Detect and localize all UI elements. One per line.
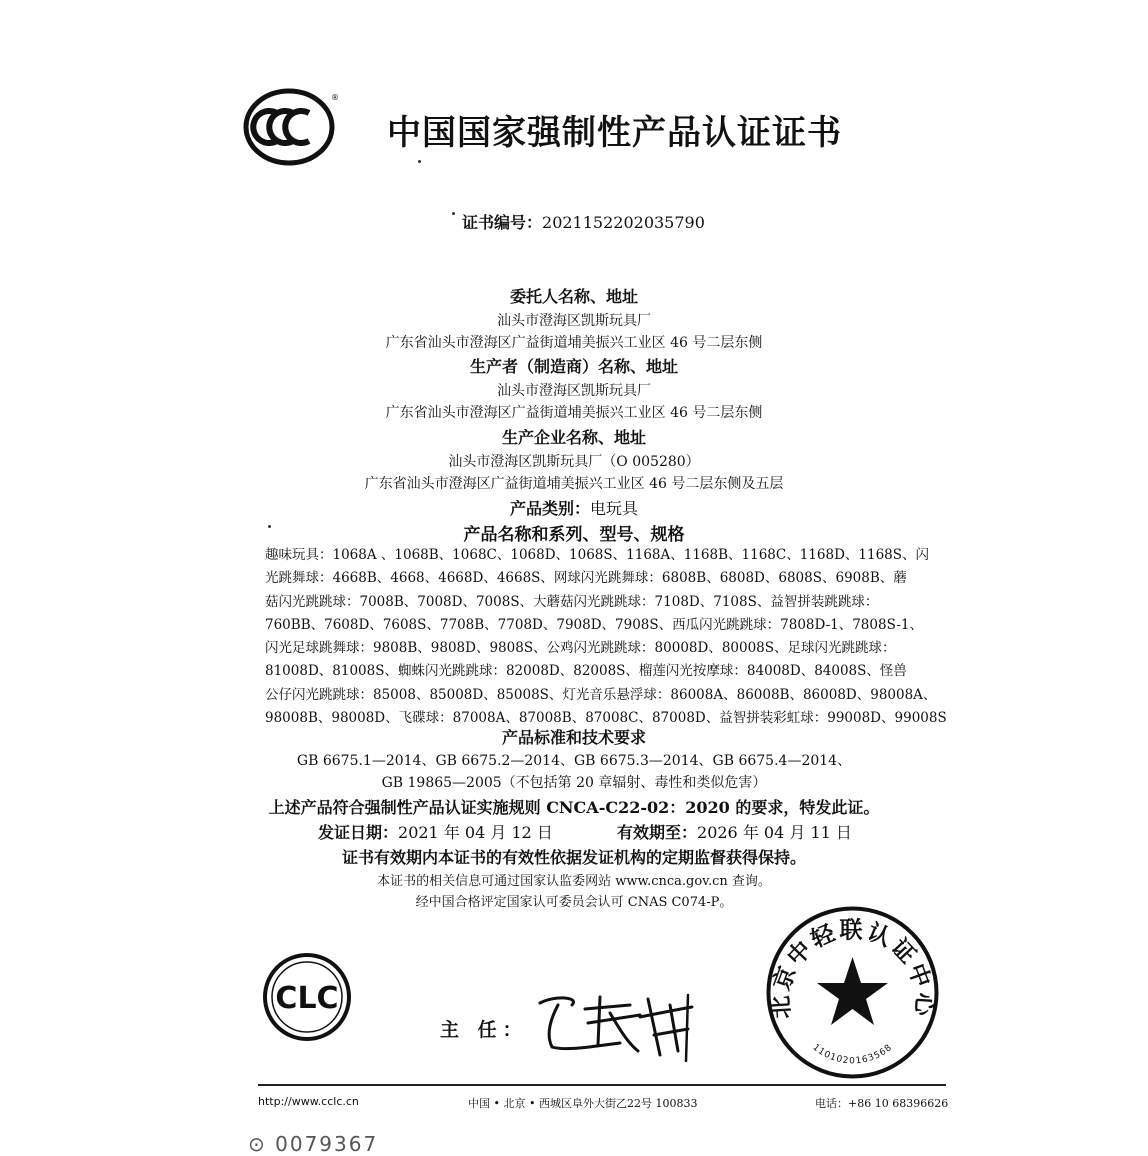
manufacturer-address: 广东省汕头市澄海区广益街道埔美振兴工业区 46 号二层东侧: [385, 405, 763, 421]
manufacturer-heading: 生产者（制造商）名称、地址: [469, 357, 678, 376]
client-heading: 委托人名称、地址: [509, 287, 638, 306]
director-label: 主 任：: [440, 1019, 528, 1041]
product-models-line: 菇闪光跳跳球：7008B、7008D、7008S、大蘑菇闪光跳跳球：7108D、7108S、益智拼装跳跳球：: [265, 593, 879, 610]
product-category-value: 电玩具: [590, 499, 639, 518]
standards-line-1: GB 6675.1—2014、GB 6675.2—2014、GB 6675.3—2014、GB 6675.4—2014、: [296, 753, 852, 769]
ccc-logo: [243, 88, 339, 166]
issue-date: [318, 820, 553, 843]
product-models-list: [265, 544, 947, 730]
standards-line-2: GB 19865—2005（不包括第 20 章辐射、毒性和类似危害）: [381, 775, 767, 791]
expiry-date-value: 2026 年 04 月 11 日: [697, 823, 852, 842]
issue-date-value: 2021 年 04 月 12 日: [398, 823, 553, 842]
factory-name: 汕头市澄海区凯斯玩具厂（O 005280）: [448, 454, 700, 470]
bottom-serial-number: ⊙ 0079367: [248, 1132, 379, 1156]
certificate-number: [462, 210, 705, 233]
product-models-line: 81008D、81008S、蜘蛛闪光跳跳球：82008D、82008S、榴莲闪光按摩球：84008D、84008S、怪兽: [265, 663, 907, 680]
product-models-line: 98008B、98008D、飞碟球：87008A、87008B、87008C、87008D、益智拼装彩虹球：99008D、99008S: [265, 710, 947, 727]
product-models-line: 趣味玩具：1068A 、1068B、1068C、1068D、1068S、1168A、1168B、1168C、1168D、1168S、闪: [265, 547, 929, 563]
svg-text:1101020163568: 1101020163568: [810, 1042, 895, 1067]
scan-speck: [268, 525, 271, 528]
scan-speck: [418, 160, 421, 163]
director-signature: [510, 985, 710, 1065]
standards-heading: 产品标准和技术要求: [501, 728, 646, 747]
product-models-line: 闪光足球跳舞球：9808B、9808D、9808S、公鸡闪光跳跳球：80008D、80008S、足球闪光跳跳球：: [265, 640, 896, 657]
svg-text:CLC: CLC: [275, 981, 339, 1016]
star-icon: [817, 957, 888, 1025]
product-models-line: 公仔闪光跳跳球：85008、85008D、85008S、灯光音乐悬浮球：86008A、86008B、86008D、98008A、: [265, 686, 937, 703]
product-category-label: 产品类别：: [509, 499, 590, 518]
footer-phone: 电话：+86 10 68396626: [815, 1097, 949, 1110]
clc-logo: [262, 952, 352, 1042]
svg-text:北京中轻联认证中心: 北京中轻联认证中心: [766, 916, 939, 1020]
product-category: [0, 496, 1148, 519]
client-name: 汕头市澄海区凯斯玩具厂: [497, 313, 651, 329]
product-models-line: 光跳舞球：4668B、4668、4668D、4668S、网球闪光跳舞球：6808B、6808D、6808S、6908B、蘑: [265, 570, 907, 587]
accreditation-note: 经中国合格评定国家认可委员会认可 CNAS C074-P。: [415, 895, 733, 910]
svg-text:CCC: CCC: [243, 88, 246, 89]
conformity-statement: 上述产品符合强制性产品认证实施规则 CNCA-C22-02：2020 的要求，特发此证。: [268, 798, 880, 817]
issue-date-label: 发证日期：: [318, 823, 399, 842]
footer-address: 中国 • 北京 • 西城区阜外大街乙22号 100833: [468, 1097, 698, 1110]
manufacturer-name: 汕头市澄海区凯斯玩具厂: [497, 383, 651, 399]
footer-divider: [258, 1084, 946, 1086]
expiry-date: [617, 820, 852, 843]
certificate-title: 中国国家强制性产品认证证书: [387, 113, 842, 153]
certificate-number-value: 2021152202035790: [542, 213, 705, 232]
client-address: 广东省汕头市澄海区广益街道埔美振兴工业区 46 号二层东侧: [385, 335, 763, 351]
certification-seal: [765, 905, 940, 1080]
info-note: 本证书的相关信息可通过国家认监委网站 www.cnca.gov.cn 查询。: [377, 874, 771, 889]
scan-speck: [452, 212, 455, 215]
footer-website[interactable]: http://www.cclc.cn: [258, 1095, 359, 1108]
certificate-number-label: 证书编号：: [462, 213, 543, 232]
factory-heading: 生产企业名称、地址: [501, 428, 646, 447]
factory-address: 广东省汕头市澄海区广益街道埔美振兴工业区 46 号二层东侧及五层: [364, 476, 784, 492]
bottom-serial-value: 0079367: [275, 1132, 379, 1156]
expiry-date-label: 有效期至：: [617, 823, 698, 842]
product-models-heading: 产品名称和系列、型号、规格: [463, 525, 685, 545]
product-models-line: 760BB、7608D、7608S、7708B、7708D、7908D、7908S、西瓜闪光跳跳球：7808D-1、7808S-1、: [265, 616, 923, 633]
validity-note: 证书有效期内本证书的有效性依据发证机构的定期监督获得保持。: [341, 848, 806, 867]
svg-text:®: ®: [331, 93, 339, 102]
